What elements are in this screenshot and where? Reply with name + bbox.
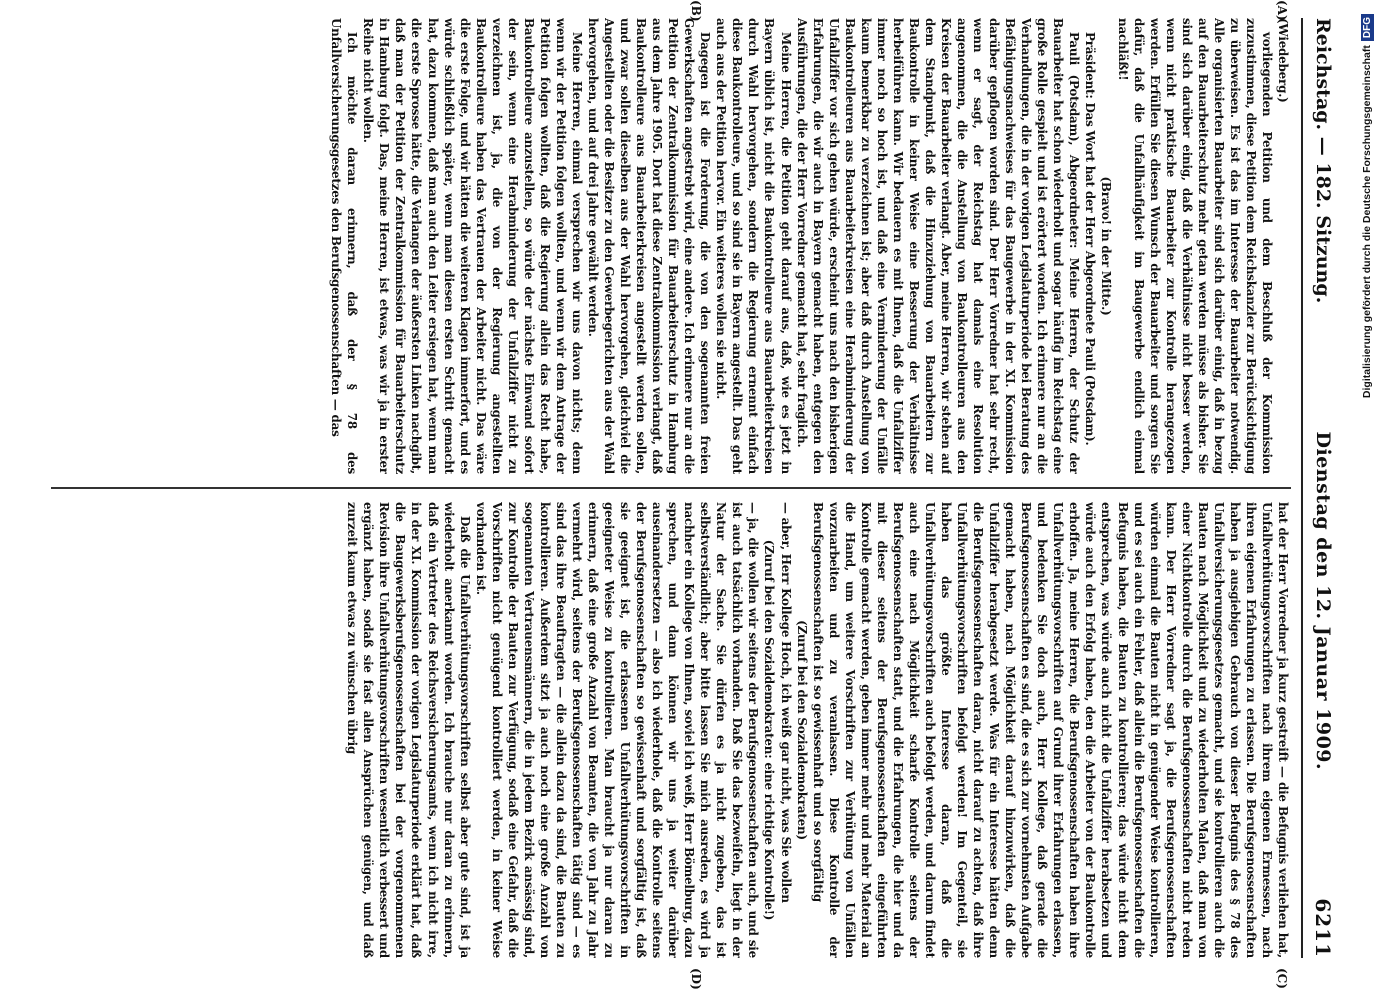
paragraph: hat der Herr Vorredner ja kurz gestreift — die Befugnis verliehen hat, Unfallverhütungsvorschriften nach ihrem eigenen Ermessen, nach ihren eigenen Erfahrungen zu erlassen. Die Berufsgenossenschaften haben ja ausgiebigen Gebrauch von dieser Befugnis des § 78 des Unfallversicherungsgesetzes gemacht, und sie kontrollieren auch die Bauten nach Möglichkeit und zu wiederholten Malen, daß man von einer Nichtkontrolle durch die Berufsgenossenschaften nicht reden kann. Der Herr Vorredner sagt ja, die Berufsgenossenschaften würden einmal die Bauten nicht in genügender Weise kontrollieren, und es sei auch ein Fehler, daß allein die Berufsgenossenschaften die Befugnis haben, die Bauten zu kontrollieren; das würde nicht dem entsprechen, was würde auch nicht die Unfallziffer herabsetzen und würde auch den Erfolg haben, den die Arbeiter von der Baukontrolle erhoffen. Ja, meine Herren, die Berufsgenossenschaften haben ihre Unfallverhütungsvorschriften auf Grund ihrer Erfahrungen erlassen, und bedenken Sie doch auch, Herr Kollege, daß gerade die Berufsgenossenschaften es sind, die es sich zur vornehmsten Aufgabe gemacht haben, nach Möglichkeit darauf hinzuwirken, daß die Unfallziffer herabgesetzt werde. Was für ein Interesse hätten denn die Berufsgenossenschaften daran, nicht darauf zu achten, daß ihre Unfallverhütungsvorschriften befolgt werden! Im Gegenteil, sie haben das größte Interesse daran, daß die Unfallverhütungsvorschriften auch befolgt werden, und darum findet auch eine nach Möglichkeit scharfe Kontrolle seitens der Berufsgenossenschaften statt, und die Erfahrungen, die hier und da mit dieser seitens der Berufsgenossenschaften eingeführten Kontrolle gemacht werden, geben immer mehr und mehr Material an die Hand, um weitere Vorschriften zur Verhütung von Unfällen vorzuarbeiten und zu veranlassen. Diese Kontrolle der Berufsgenossenschaften ist so gewissenhaft und so sorgfältig xyxy=(810,502,1290,958)
paragraph: Ich möchte daran erinnern, daß der § 78 des Unfallversicherungsgesetzes den Berufsgenossenschaften — das xyxy=(329,18,360,474)
right-column xyxy=(51,502,1291,958)
dfg-logo: DFG xyxy=(1361,14,1374,41)
margin-marker-b: (B) xyxy=(689,0,703,22)
paragraph: Dagegen ist die Forderung, die von den sogenannten freien Gewerkschaften angestrebt wird, eine andere. Ich erinnere nur an die Petition der Zentralkommission für Bauarbeiterschutz in Hamburg aus dem Jahre 1905. Dort hat diese Zentralkommission verlangt, daß Baukontrolleure aus Bauarbeiterkreisen angestellt werden sollen, und zwar sollen dieselben aus der Wahl hervorgehen, gleichviel die Angestellten oder die Besitzer zu den Gewerbegerichten aus der Wahl hervorgehen, und auf drei Jahre gewählt werden. xyxy=(585,18,713,474)
left-column xyxy=(51,18,1291,474)
digitization-credit xyxy=(1356,14,1378,984)
interjection: (Bravo! in der Mitte.) xyxy=(1099,176,1114,316)
margin-marker-d: (D) xyxy=(689,968,703,990)
column-divider xyxy=(51,487,1291,489)
speaker-heading: (Wiedeberg.) xyxy=(1276,18,1290,103)
paragraph: Meine Herren, die Petition geht darauf aus, daß, wie es jetzt in Bayern üblich ist, nicht die Baukontrolleure aus Bauarbeiterkreisen durch Wahl hervorgehen, sondern die Regierung ernennt einfach diese Baukontrolleure, und so sind sie in Bayern angestellt. Das geht auch aus der Petition hervor. Ein weiteres wollen sie nicht. xyxy=(714,18,793,474)
paragraph: — aber, Herr Kollege Hoch, ich weiß gar nicht, was Sie wollen xyxy=(778,502,793,903)
page-number: 6211 xyxy=(1311,898,1335,958)
paragraph: Daß die Unfallverhütungsvorschriften selbst aber gute sind, ist ja wiederholt anerkannt worden. Ich brauche nur daran zu erinnern, daß ein Vertreter des Reichsversicherungsamts, wenn ich nicht irre, in der XI. Kommission der vorigen Legislaturperiode erklärt hat, daß die Baugewerksberufsgenossenschaften bei der vorgenommenen Revision ihre Unfallverhütungsvorschriften wesentlich verbessert und ergänzt haben, sodaß sie fast allen Ansprüchen genügen, und daß zurzeit kaum etwas zu wünschen übrig xyxy=(345,502,472,958)
paragraph: Meine Herren, einmal versprechen wir uns davon nichts; denn wenn wir der Petition folgen wollten, und wenn wir dem Antrage der Petition folgen wollten, daß die Regierung allein das Recht habe, Baukontrolleure anzustellen, so würde der nächste Einwand sofort der sein, wenn eine Herabminderung der Unfallziffer nicht zu verzeichnen ist, ja, die von der Regierung angestellten Baukontrolleure haben das Vertrauen der Arbeiter nicht. Das wäre die erste Folge, und wir hätten die weiteren Klagen immerfort, und es würde schließlich später, wenn man diesen ersten Schritt gemacht hat, dazu kommen, daß man auch den Leiter ersiegen hat, wenn man die erste Sprosse hätte, die Verlangen der äußersten Linken nachgibt, daß man der Petition der Zentralkommission für Bauarbeiterschutz in Hamburg folgt. Das, meine Herren, ist etwas, was wir ja in erster Reihe nicht wollen. xyxy=(361,18,584,474)
digitization-note: Digitalisierung gefördert durch die Deutsche Forschungsgemeinschaft xyxy=(1361,45,1373,399)
scan-frame xyxy=(47,0,1343,990)
paragraph: vorliegenden Petition und dem Beschluß der Kommission zuzustimmen, diese Petition dem Reichskanzler zur Berücksichtigung zu überweisen. Es ist das im Interesse der Bauarbeiter notwendig. Alle organisierten Bauarbeiter sind sich darüber einig, daß in bezug auf den Bauarbeiterschutz mehr getan werden müsse als bisher. Sie sind sich darüber einig, daß die Verhältnisse nicht besser werden, wenn nicht praktische Bauarbeiter zur Kontrolle herangezogen werden. Erfüllen Sie diesen Wunsch der Bauarbeiter und sorgen Sie dafür, daß die Unfallhäufigkeit im Baugewerbe endlich einmal nachläßt! xyxy=(1115,18,1274,474)
margin-marker-c: (C) xyxy=(1275,968,1289,989)
page-header xyxy=(1301,18,1343,958)
header-date: Dienstag den 12. Januar 1909. xyxy=(1312,431,1334,771)
interjection: (Zuruf bei den Sozialdemokraten: eine richtige Kontrolle!) xyxy=(762,539,777,921)
paragraph: — ja, die wollen wir seitens der Berufsgenossenschaften auch, und sie ist auch tatsächlich vorhanden. Daß Sie das bezweifeln, liegt in der Natur der Sache. Sie dürfen es ja nicht zugeben, das ist selbstverständlich; aber bitte lassen Sie mich ausreden, es wird ja nachher ein Kollege von Ihnen, soviel ich weiß, Herr Bömelburg, dazu sprechen, und dann können wir uns ja weiter darüber auseinandersetzen — also ich wiederhole, daß die Kontrolle seitens der Berufsgenossenschaften so gewissenhaft und sorgfältig ist, daß sie geeignet ist, die erlassenen Unfallverhütungsvorschriften in geeigneter Weise zu kontrollieren. Man braucht ja nur daran zu erinnern, daß eine große Anzahl von Beamten, die von Jahr zu Jahr vermehrt wird, seitens der Berufsgenossenschaften tätig sind — es sind das ihre Beauftragten — die allein dazu da sind, die Bauten zu kontrollieren. Außerdem sitzt ja auch noch eine große Anzahl von sogenannten Vertrauensmännern, die in jedem Bezirk ansässig sind, zur Kontrolle der Bauten zur Verfügung, sodaß eine Gefahr, daß die Vorschriften nicht genügend kontrolliert werden, in keiner Weise vorhanden ist. xyxy=(473,502,761,958)
paragraph: Präsident: Das Wort hat der Herr Abgeordnete Pauli (Potsdam). xyxy=(1083,32,1098,446)
header-left: Reichstag. — 182. Sitzung. xyxy=(1312,18,1334,304)
margin-marker-a: (A) xyxy=(1275,0,1289,21)
paragraph: Pauli (Potsdam), Abgeordneter: Meine Herren, der Schutz der Bauarbeiter hat schon wiederholt und sogar häufig im Reichstag eine große Rolle gespielt und ist erörtert worden. Ich erinnere nur an die Verhandlungen, die in der vorigen Legislaturperiode bei Beratung des Befähigungsnachweises für das Baugewerbe in der XI. Kommission darüber gepflogen worden sind. Der Herr Vorredner hat sehr recht, wenn er sagt, der Reichstag hat damals eine Resolution angenommen, die die Anstellung von Baukontrolleuren aus den Kreisen der Bauarbeiter verlangt. Aber, meine Herren, wir stehen auf dem Standpunkt, daß die Hinzuziehung von Bauarbeitern zur Baukontrolle in keiner Weise eine Besserung der Verhältnisse herbeiführen kann. Wir bedauern es mit Ihnen, daß die Unfallziffer immer noch so hoch ist, und daß eine Verminderung der Unfälle kaum bemerkbar zu verzeichnen ist; aber daß durch Anstellung von Baukontrolleuren aus Bauarbeiterkreisen eine Herabminderung der Unfallziffer vor sich gehen würde, erscheint uns nach den bisherigen Erfahrungen, die wir auch in Bayern gemacht haben, entgegen den Ausführungen, die der Herr Vorredner gemacht hat, sehr fraglich. xyxy=(794,18,1082,474)
interjection: (Zuruf bei den Sozialdemokraten) xyxy=(794,620,809,840)
